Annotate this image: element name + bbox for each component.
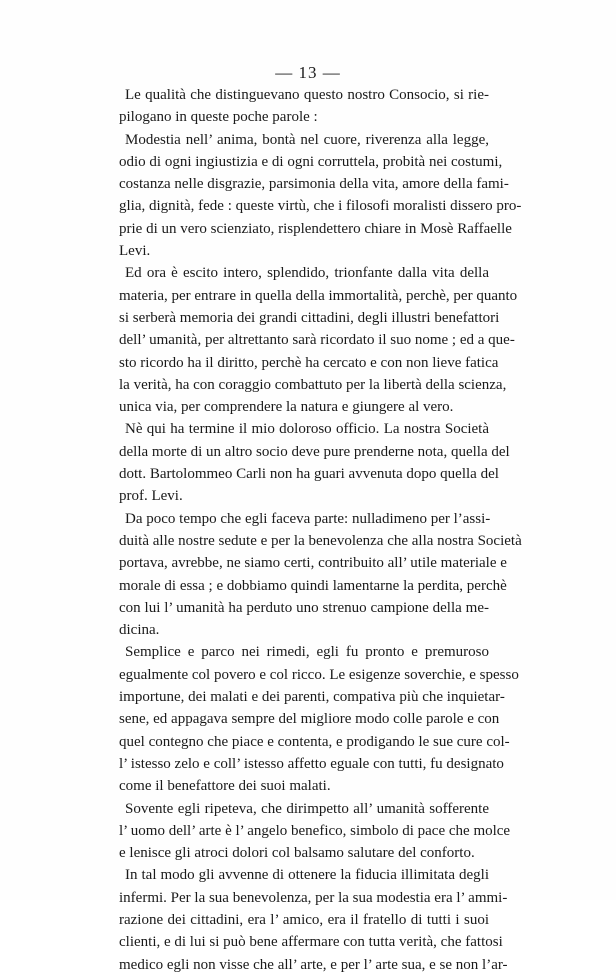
text-line: portava, avrebbe, ne siamo certi, contribuito all’ utile materiale e [119,555,507,572]
text-line: odio di ogni ingiustizia e di ogni corruttela, probità nei costumi, [119,153,503,170]
text-line: Ed ora è escito intero, splendido, trionfante dalla vita della [125,265,489,282]
text-line: infermi. Per la sua benevolenza, per la sua modestia era l’ ammi- [119,889,508,906]
text-line: glia, dignità, fede : queste virtù, che i filosofi moralisti dissero pro- [119,198,522,215]
text-line: Levi. [119,243,151,260]
text-line: quel contegno che piace e contenta, e prodigando le sue cure col- [119,733,510,750]
text-line: Le qualità che distinguevano questo nostro Consocio, si rie- [125,87,489,103]
text-line: costanza nelle disgrazie, parsimonia della vita, amore della fami- [119,176,509,193]
text-line: morale di essa ; e dobbiamo quindi lamentarne la perdita, perchè [119,577,507,594]
text-line: dell’ umanità, per altrettanto sarà ricordato il suo nome ; ed a que- [119,332,515,349]
text-line: sene, ed appagava sempre del migliore modo colle parole e con [119,711,500,728]
body-text [119,84,522,976]
text-line: la verità, ha con coraggio combattuto per la libertà della scienza, [119,376,507,393]
text-line: Semplice e parco nei rimedi, egli fu pronto e premuroso [125,644,489,661]
text-line: clienti, e di lui si può bene affermare con tutta verità, che fattosi [119,934,503,951]
text-line: prie di un vero scienziato, risplendettero chiare in Mosè Raffaelle [119,220,512,237]
text-line: materia, per entrare in quella della immortalità, perchè, per quanto [119,287,518,304]
text-line: Modestia nell’ anima, bontà nel cuore, riverenza alla legge, [125,131,489,148]
text-line: importune, dei malati e dei parenti, compativa più che inquietar- [119,689,505,706]
text-line: Nè qui ha termine il mio doloroso officio. La nostra Società [125,421,489,438]
text-line: In tal modo gli avvenne di ottenere la fiducia illimitata degli [125,867,489,884]
text-line: con lui l’ umanità ha perduto uno strenuo campione della me- [119,599,489,616]
text-line: dott. Bartolommeo Carli non ha guari avvenuta dopo quella del [119,466,499,483]
text-line: l’ istesso zelo e coll’ istesso affetto eguale con tutti, fu designato [119,755,504,772]
text-line: unica via, per comprendere la natura e giungere al vero. [119,399,454,416]
text-line: medico egli non visse che all’ arte, e per l’ arte sua, e se non l’ar- [119,956,508,973]
text-line: egualmente col povero e col ricco. Le esigenze soverchie, e spesso [119,666,519,683]
text-line: Sovente egli ripeteva, che dirimpetto all’ umanità sofferente [125,800,489,817]
text-line: prof. Levi. [119,488,183,505]
text-line: sto ricordo ha il diritto, perchè ha cercato e con non lieve fatica [119,354,499,371]
text-line: come il benefattore dei suoi malati. [119,778,331,795]
text-line: duità alle nostre sedute e per la benevolenza che alla nostra Società [119,532,522,549]
text-line: della morte di un altro socio deve pure prenderne nota, quella del [119,443,510,460]
text-line: pilogano in queste poche parole : [119,109,318,126]
text-line: razione dei cittadini, era l’ amico, era il fratello di tutti i suoi [119,911,489,928]
text-line: dicina. [119,622,160,639]
text-line: si serberà memoria dei grandi cittadini, degli illustri benefattori [119,309,500,326]
page-number: — 13 — [275,63,341,82]
text-line: l’ uomo dell’ arte è l’ angelo benefico, simbolo di pace che molce [119,822,511,839]
text-line: Da poco tempo che egli faceva parte: nulladimeno per l’assi- [125,510,491,527]
text-line: e lenisce gli atroci dolori col balsamo salutare del conforto. [119,845,475,862]
